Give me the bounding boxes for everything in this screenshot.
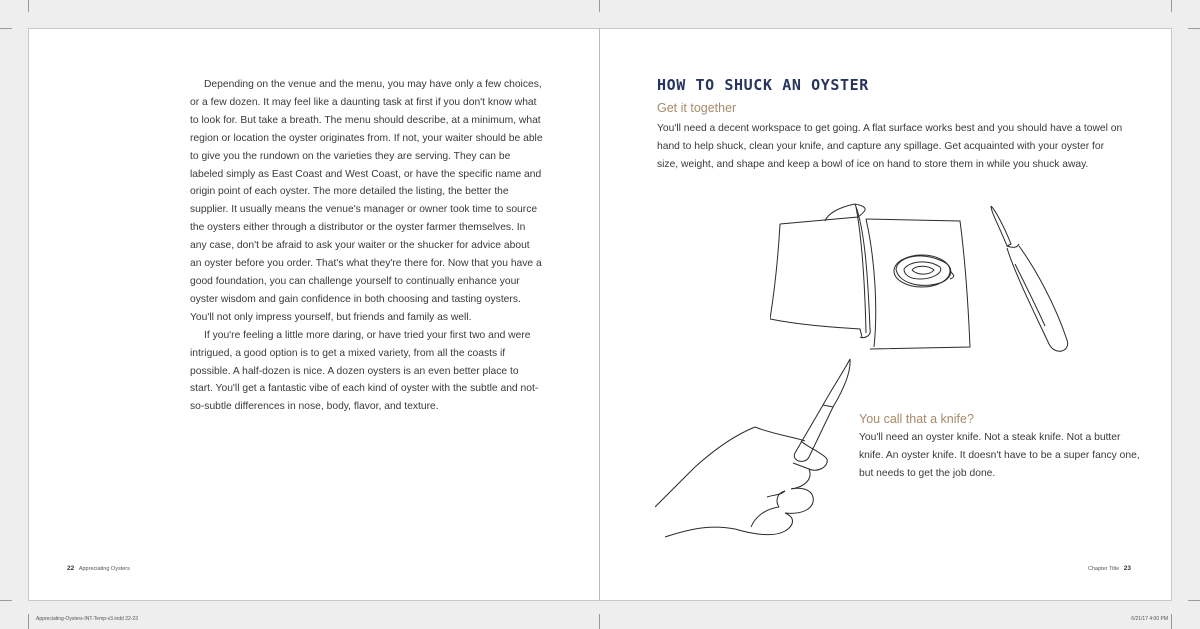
- section-heading: You call that a knife?: [859, 412, 974, 426]
- crop-mark: [1171, 614, 1172, 629]
- towel-oyster-illustration: [770, 199, 995, 359]
- crop-mark: [28, 614, 29, 629]
- section-text: You'll need an oyster knife. Not a steak knife. Not a butter knife. An oyster knife. It doesn't have to be a super fancy one, but needs to get the job done.: [859, 432, 1140, 479]
- right-page: [599, 28, 1172, 601]
- crop-mark: [0, 28, 12, 29]
- page-title: HOW TO SHUCK AN OYSTER: [657, 76, 869, 94]
- hand-holding-knife-illustration: [655, 357, 880, 557]
- paragraph: If you're feeling a little more daring, or have tried your first two and were intrigued, a good option is to get a mixed variety, from all the coasts if possible. A half-dozen is nice. A dozen oysters is an even better place to start. You'll get a fantastic vibe of each kind of oyster with the subtle and not-so-subtle differences in nose, body, flavor, and texture.: [190, 329, 539, 413]
- crop-mark: [28, 0, 29, 12]
- crop-mark: [1171, 0, 1172, 12]
- section-text: You'll need a decent workspace to get going. A flat surface works best and you should have a towel on hand to help shuck, clean your knife, and capture any spillage. Get acquainted with your oyster for size, weight, and shape and keep a bowl of ice on hand to store them in while you shuck away.: [657, 123, 1123, 170]
- slug-file: Appreciating-Oysters-INT-Temp-v3.indd 22-23: [36, 616, 138, 622]
- right-folio: [1088, 565, 1131, 572]
- crop-mark: [1188, 600, 1200, 601]
- crop-mark: [599, 0, 600, 12]
- crop-mark: [1188, 28, 1200, 29]
- section-heading: Get it together: [657, 101, 737, 115]
- running-head: Chapter Title: [1087, 566, 1120, 572]
- page-number: 22: [67, 565, 75, 572]
- left-body-text: [190, 76, 543, 416]
- page-number: 23: [1123, 565, 1131, 572]
- oyster-knife-illustration: [985, 204, 1075, 364]
- paragraph: Depending on the venue and the menu, you may have only a few choices, or a few dozen. It may feel like a daunting task at first if you don't know what to look for. But take a breath. The menu should describe, at a minimum, what region or location the oyster originates from. If not, your waiter should be able to give you the rundown on the varieties they are serving. They can be labeled simply as East Coast and West Coast, or have the specific name and origin point of each oyster. The more detailed the listing, the better the supplier. It usually means the venue's manager or owner took time to source the oysters either through a distributor or the oyster farmer themselves. In any case, don't be afraid to ask your waiter or the shucker for advice about an oyster before you order. That's what they're there for. Now that you have a good foundation, you can challenge yourself to continually enhance your oyster wisdom and gain confidence in both choosing and tasting oysters. You'll not only impress yourself, but friends and family as well.: [190, 79, 543, 323]
- running-head: Appreciating Oysters: [78, 566, 130, 572]
- left-page: [28, 28, 599, 601]
- crop-mark: [599, 614, 600, 629]
- slug-datetime: 6/21/17 4:00 PM: [1131, 616, 1168, 622]
- left-folio: [67, 565, 130, 572]
- crop-mark: [0, 600, 12, 601]
